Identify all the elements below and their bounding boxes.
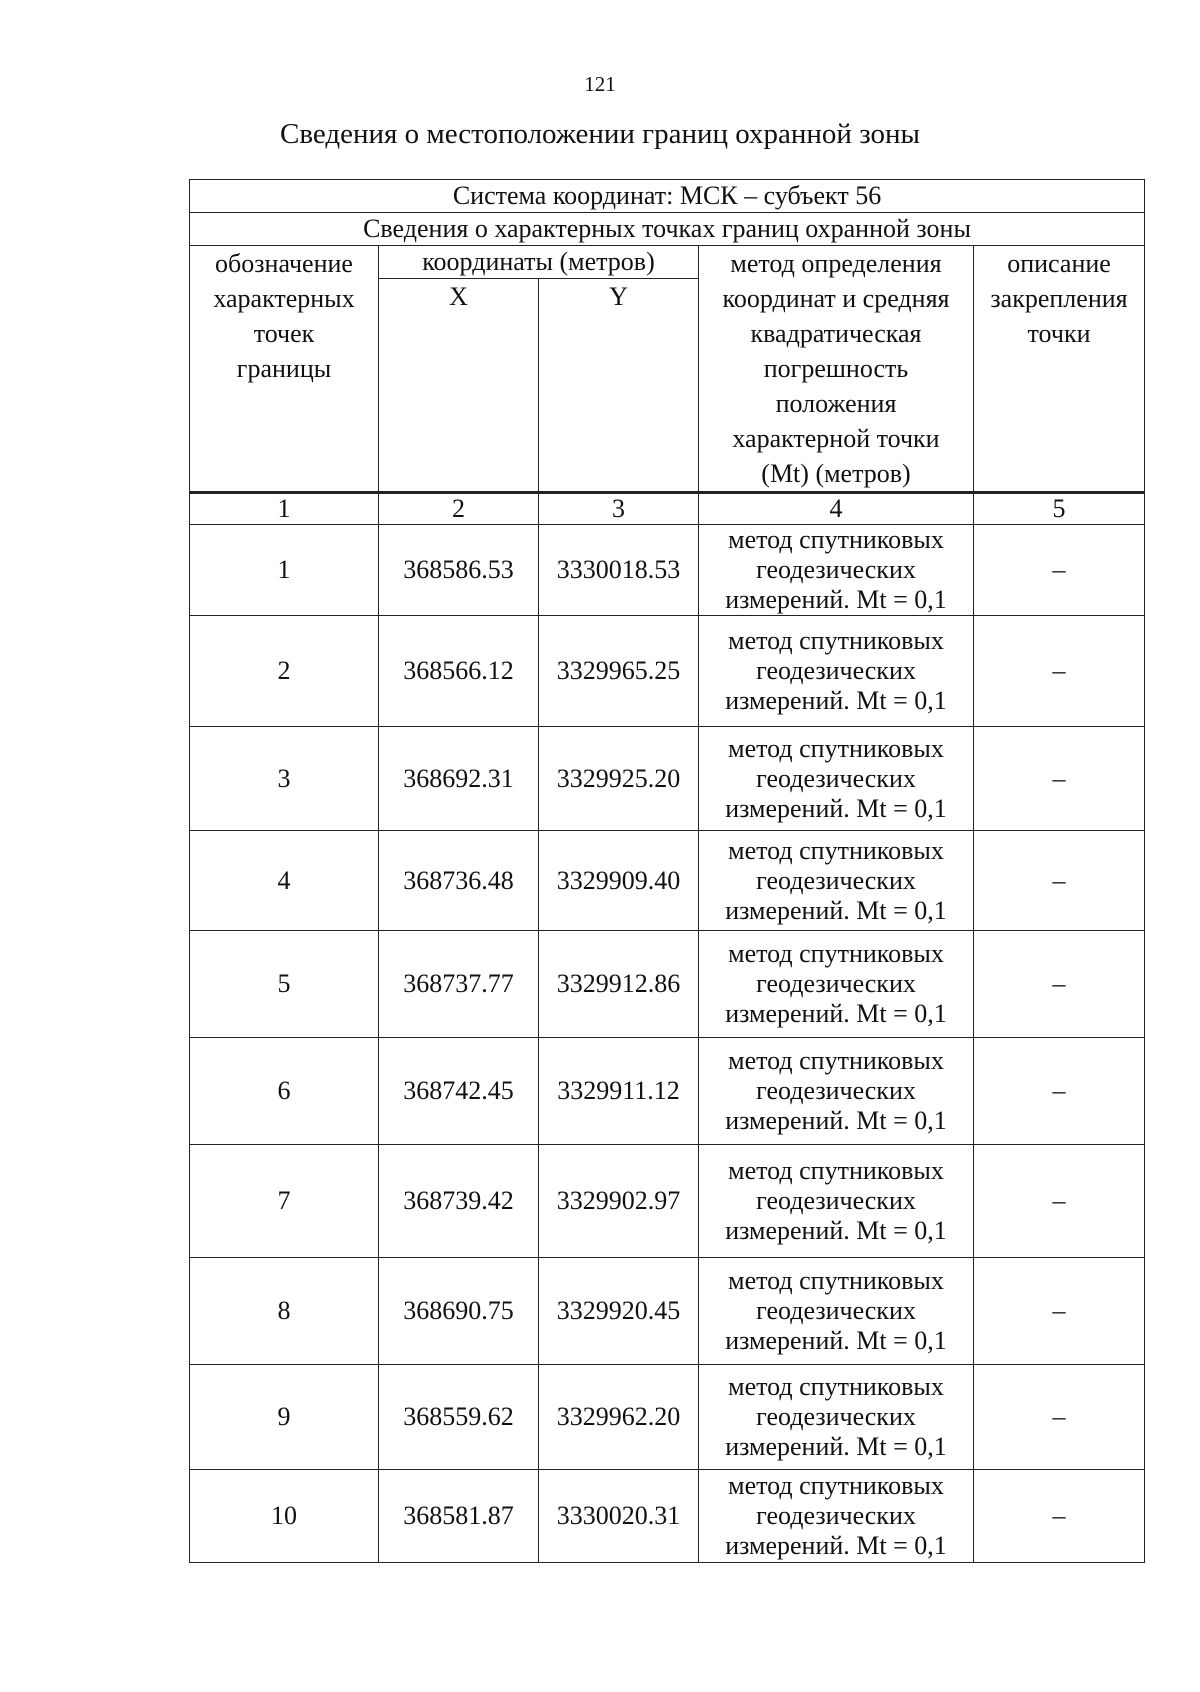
x-header: X (379, 279, 539, 493)
x-coordinate-cell: 368586.53 (379, 525, 539, 616)
description-cell: – (974, 525, 1145, 616)
method-cell (699, 1365, 974, 1470)
header-line: характерных (213, 284, 355, 313)
method-line: геодезических (756, 1186, 916, 1215)
method-cell (699, 1258, 974, 1365)
header-line: погрешность (763, 354, 909, 383)
x-coordinate-cell: 368581.87 (379, 1470, 539, 1563)
method-cell (699, 1038, 974, 1145)
method-line: измерений. Mt = 0,1 (725, 585, 947, 614)
header-line: характерной точки (732, 424, 940, 453)
method-line: метод спутниковых (728, 1156, 944, 1185)
header-line: точек (253, 319, 315, 348)
description-cell: – (974, 931, 1145, 1038)
column-number: 1 (190, 493, 379, 525)
table-row (190, 831, 1145, 931)
method-line: геодезических (756, 1296, 916, 1325)
header-line: метод определения (730, 249, 942, 278)
table-row (190, 1470, 1145, 1563)
method-line: метод спутниковых (728, 733, 944, 763)
table-row (190, 727, 1145, 831)
y-coordinate-cell: 3329902.97 (539, 1145, 699, 1258)
table-row (190, 616, 1145, 727)
method-line: измерений. Mt = 0,1 (725, 1216, 947, 1245)
y-header: Y (539, 279, 699, 493)
method-line: геодезических (756, 656, 916, 685)
x-coordinate-cell: 368692.31 (379, 727, 539, 831)
document-title: Сведения о местоположении границ охранной зоны (279, 118, 920, 150)
method-line: измерений. Mt = 0,1 (725, 1432, 947, 1461)
column-number: 5 (974, 493, 1145, 525)
point-number-cell: 6 (190, 1038, 379, 1145)
header-line: положения (775, 389, 897, 418)
method-cell (699, 931, 974, 1038)
point-number-cell: 3 (190, 727, 379, 831)
method-line: метод спутниковых (728, 1372, 944, 1401)
method-line: метод спутниковых (728, 626, 944, 655)
y-coordinate-cell: 3329962.20 (539, 1365, 699, 1470)
x-coordinate-cell: 368559.62 (379, 1365, 539, 1470)
coordinates-header: координаты (метров) (379, 246, 699, 279)
method-cell (699, 616, 974, 727)
y-coordinate-cell: 3330018.53 (539, 525, 699, 616)
y-coordinate-cell: 3329965.25 (539, 616, 699, 727)
header-line: границы (236, 354, 332, 383)
points-info-header: Сведения о характерных точках границ охранной зоны (190, 213, 1145, 246)
table-row (190, 1145, 1145, 1258)
x-coordinate-cell: 368690.75 (379, 1258, 539, 1365)
coordinate-system-header: Система координат: МСК – субъект 56 (190, 180, 1145, 213)
y-coordinate-cell: 3330020.31 (539, 1470, 699, 1563)
description-cell: – (974, 616, 1145, 727)
method-line: измерений. Mt = 0,1 (725, 1106, 947, 1135)
point-number-cell: 1 (190, 525, 379, 616)
method-line: измерений. Mt = 0,1 (725, 999, 947, 1028)
method-cell (699, 1470, 974, 1563)
method-line: измерений. Mt = 0,1 (725, 1326, 947, 1355)
method-line: измерений. Mt = 0,1 (725, 793, 947, 823)
y-coordinate-cell: 3329925.20 (539, 727, 699, 831)
page-number: 121 (584, 72, 616, 96)
x-coordinate-cell: 368742.45 (379, 1038, 539, 1145)
method-line: метод спутниковых (728, 1471, 944, 1500)
header-line: точки (1027, 319, 1091, 348)
method-header (699, 246, 974, 493)
column-number: 2 (379, 493, 539, 525)
table-row (190, 525, 1145, 616)
method-cell (699, 831, 974, 931)
method-line: измерений. Mt = 0,1 (725, 1531, 947, 1560)
description-header (974, 246, 1145, 493)
method-line: измерений. Mt = 0,1 (725, 895, 947, 925)
point-number-cell: 9 (190, 1365, 379, 1470)
method-line: метод спутниковых (728, 1266, 944, 1295)
point-number-cell: 5 (190, 931, 379, 1038)
description-cell: – (974, 831, 1145, 931)
point-number-cell: 4 (190, 831, 379, 931)
point-number-cell: 7 (190, 1145, 379, 1258)
point-number-cell: 8 (190, 1258, 379, 1365)
method-line: метод спутниковых (728, 1046, 944, 1075)
header-line: обозначение (215, 249, 353, 278)
table-row (190, 1365, 1145, 1470)
header-line: координат и средняя (722, 284, 950, 313)
method-line: геодезических (756, 763, 916, 793)
method-line: геодезических (756, 1501, 916, 1530)
description-cell: – (974, 1145, 1145, 1258)
description-cell: – (974, 1038, 1145, 1145)
method-cell (699, 1145, 974, 1258)
method-line: геодезических (756, 969, 916, 998)
description-cell: – (974, 727, 1145, 831)
method-line: метод спутниковых (728, 939, 944, 968)
boundary-points-table (189, 179, 1145, 1563)
point-number-cell: 10 (190, 1470, 379, 1563)
method-line: геодезических (756, 1402, 916, 1431)
x-coordinate-cell: 368736.48 (379, 831, 539, 931)
header-line: (Mt) (метров) (761, 459, 911, 488)
y-coordinate-cell: 3329911.12 (539, 1038, 699, 1145)
x-coordinate-cell: 368737.77 (379, 931, 539, 1038)
table-row (190, 1258, 1145, 1365)
method-line: метод спутниковых (728, 525, 944, 554)
description-cell: – (974, 1258, 1145, 1365)
method-line: геодезических (756, 555, 916, 584)
point-designation-header (190, 246, 379, 493)
y-coordinate-cell: 3329909.40 (539, 831, 699, 931)
x-coordinate-cell: 368739.42 (379, 1145, 539, 1258)
method-line: измерений. Mt = 0,1 (725, 686, 947, 715)
column-number: 4 (699, 493, 974, 525)
method-cell (699, 727, 974, 831)
method-line: геодезических (756, 865, 916, 895)
column-number: 3 (539, 493, 699, 525)
method-line: метод спутниковых (728, 835, 944, 865)
method-line: геодезических (756, 1076, 916, 1105)
point-number-cell: 2 (190, 616, 379, 727)
description-cell: – (974, 1470, 1145, 1563)
method-cell (699, 525, 974, 616)
y-coordinate-cell: 3329920.45 (539, 1258, 699, 1365)
y-coordinate-cell: 3329912.86 (539, 931, 699, 1038)
header-line: закрепления (990, 284, 1128, 313)
table-row (190, 931, 1145, 1038)
header-line: описание (1007, 249, 1111, 278)
description-cell: – (974, 1365, 1145, 1470)
header-line: квадратическая (750, 319, 922, 348)
table-row (190, 1038, 1145, 1145)
x-coordinate-cell: 368566.12 (379, 616, 539, 727)
